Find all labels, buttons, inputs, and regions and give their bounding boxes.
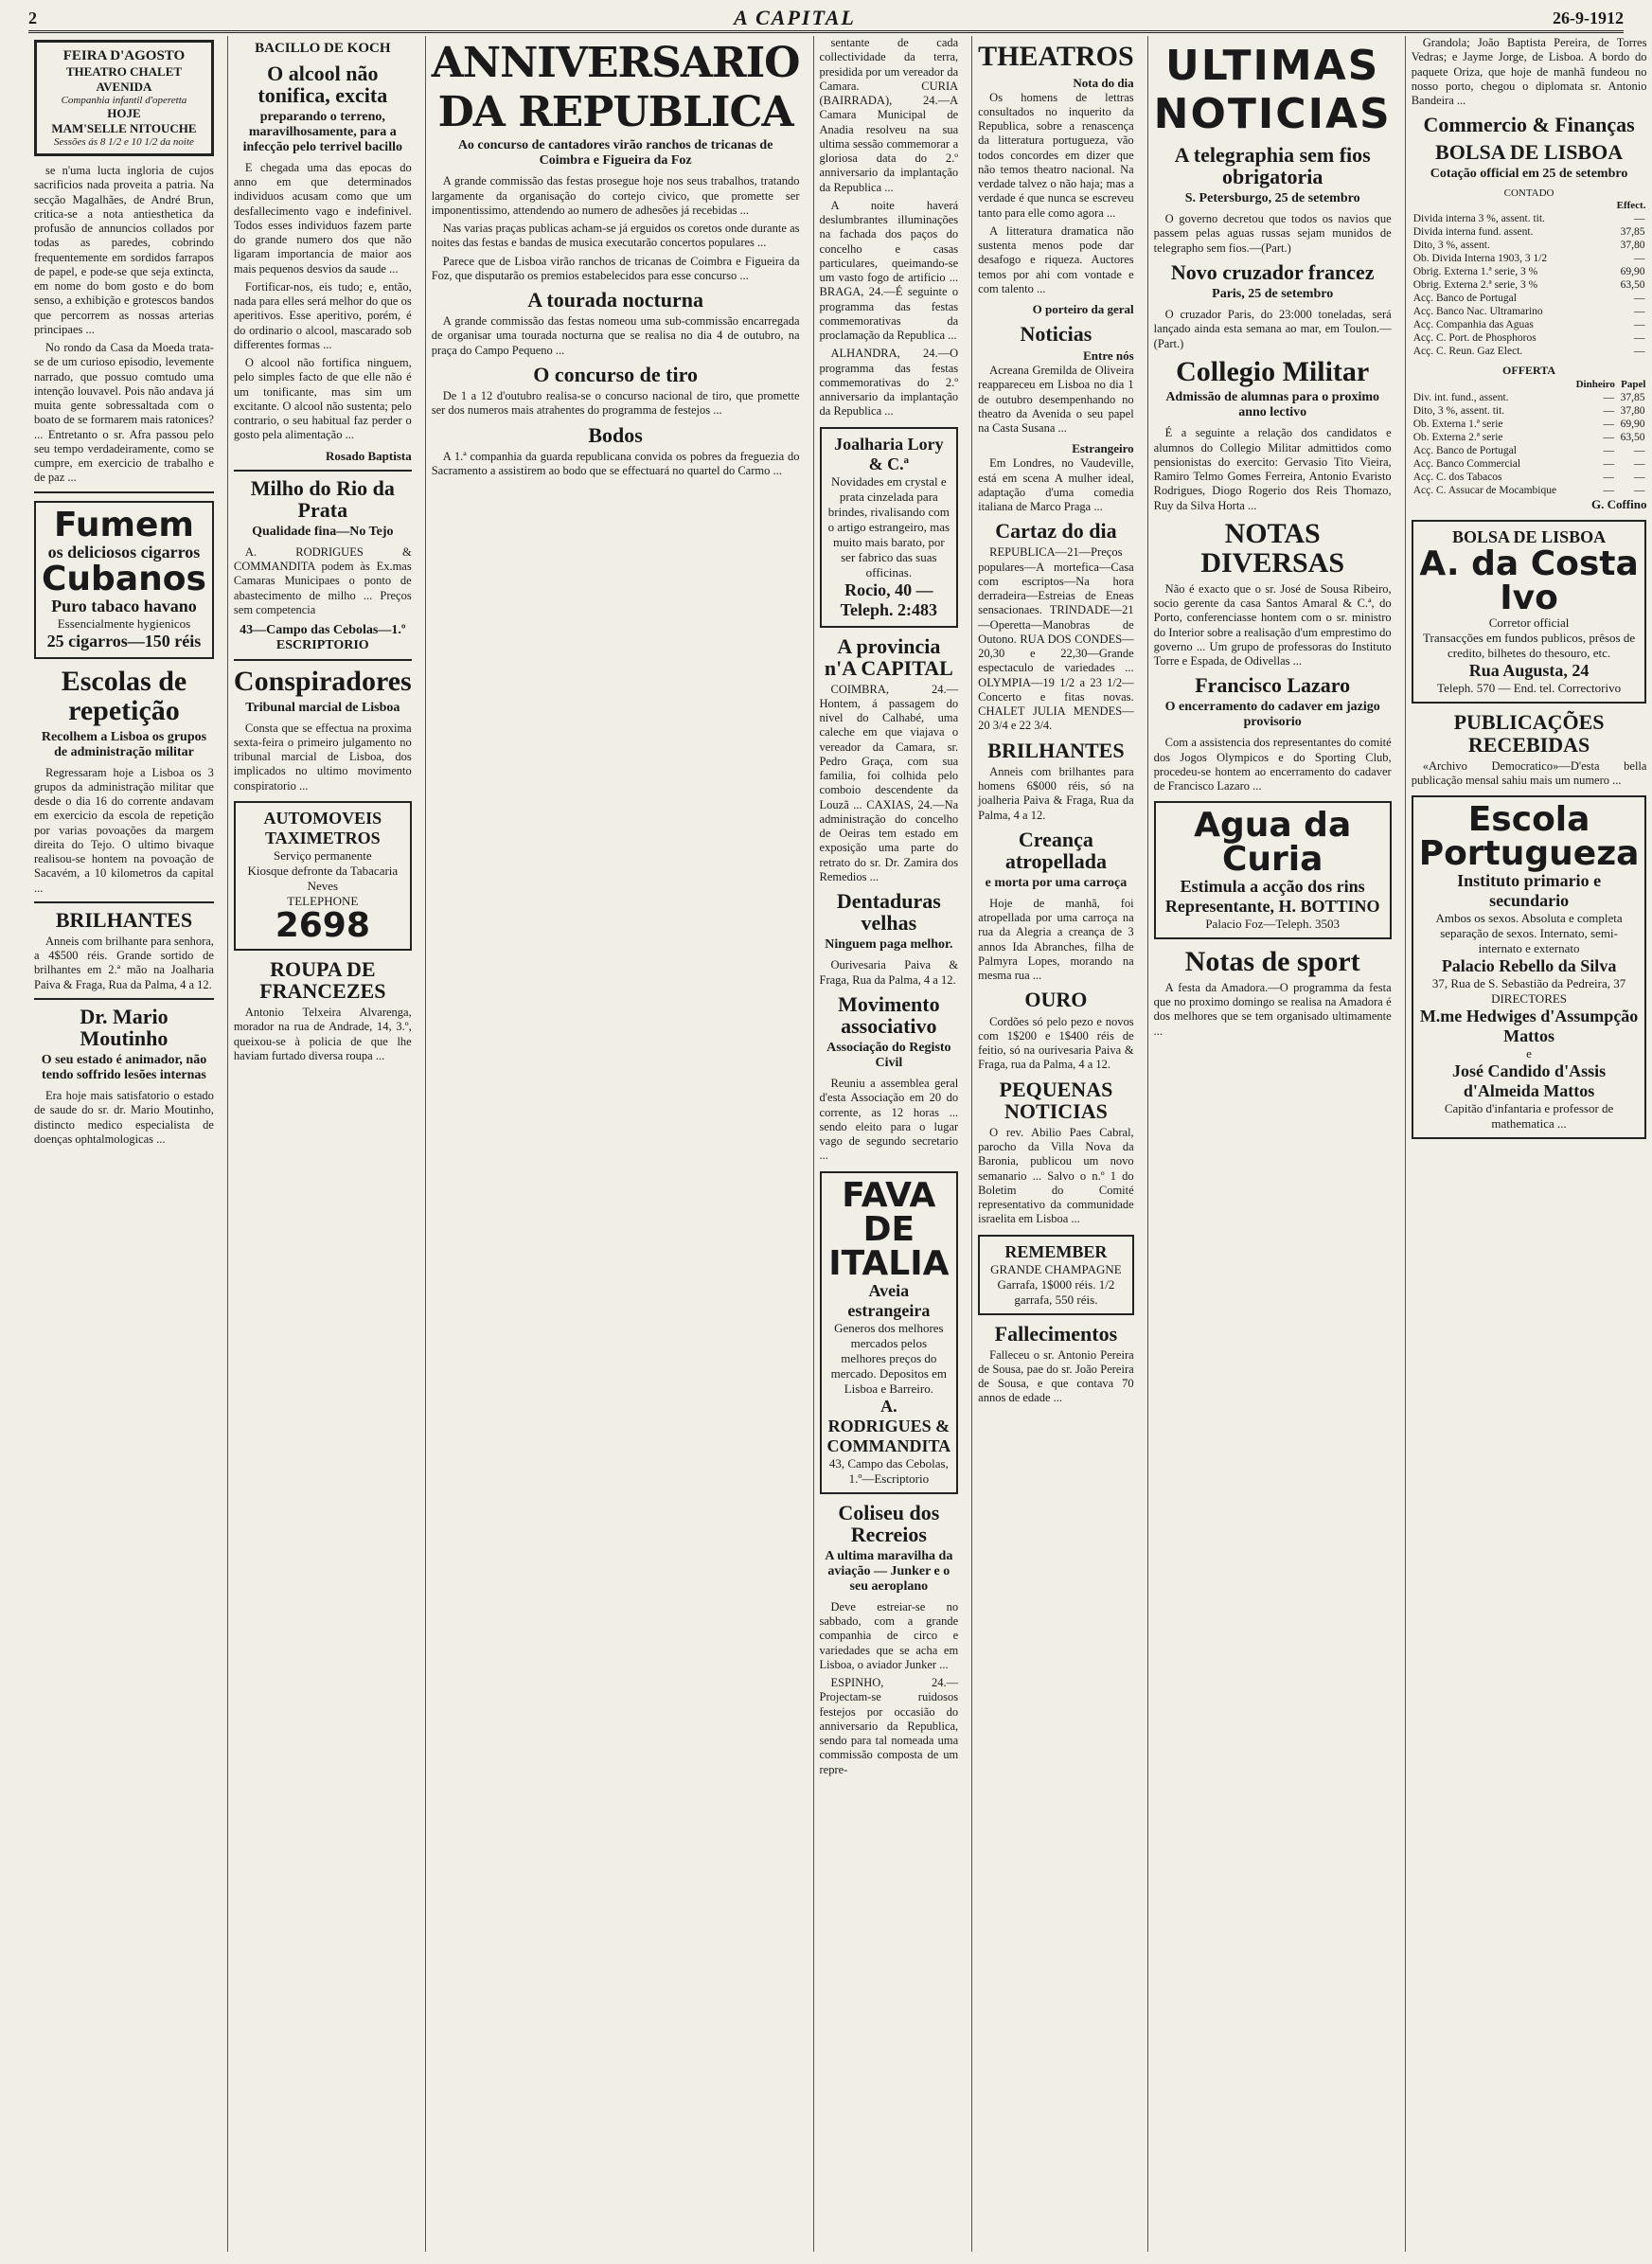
signature: G. Coffino [1590, 497, 1647, 512]
paragraph: O cruzador Paris, do 23:000 toneladas, será lançado ainda esta semana ao mar, em Toulon.—(Part.) [1153, 308, 1392, 350]
headline: A provincia n'A CAPITAL [824, 633, 953, 680]
article-text [820, 1600, 959, 1777]
headline: Cartaz do dia [995, 519, 1117, 544]
headline: Escolas de repetição [61, 665, 187, 726]
lory-address: Rocio, 40 — Teleph. 2:483 [840, 579, 938, 619]
subheadline: Estrangeiro [1072, 441, 1134, 456]
headline: Noticias [1020, 322, 1092, 346]
paragraph: «Archivo Democratico»—D'esta bella publicação mensal sahiu mais um numero ... [1411, 758, 1647, 787]
curia-representative: Representante, H. BOTTINO [1164, 897, 1380, 917]
subheadline: Associação do Registo Civil [826, 1041, 951, 1071]
stock-table [1412, 199, 1647, 358]
paragraph: Antonio Telxeira Alvarenga, morador na rua de Andrade, 14, 3.º, queixou-se à policia de que lhe haviam furtado diversa roupa ... [233, 1006, 412, 1062]
offer-dinheiro: — [1603, 392, 1614, 404]
cubanos-line: Essencialmente hygienicos [57, 615, 191, 631]
page-number: 2 [28, 8, 37, 27]
fumem-title: Fumem [54, 505, 194, 544]
table-header [1412, 378, 1647, 391]
cubanos-line: Puro tabaco havano [51, 596, 197, 615]
remember-title: REMEMBER [1004, 1241, 1108, 1261]
paragraph: Reuniu a assemblea geral d'esta Associação em 20 do corrente, as 12 horas ... sendo eleito para o lugar vago de segundo secretario ... [819, 1077, 959, 1163]
headline: BRILHANTES [987, 738, 1125, 762]
paragraph: Nas varias praças publicas acham-se já erguidos os coretos onde durante as noites das festas e bandas de musica executarão concertos populares ... [431, 222, 800, 250]
broker-address: Rua Augusta, 24 [1468, 661, 1590, 681]
curia-title: Agua da Curia [1194, 806, 1352, 880]
article-text [978, 1348, 1134, 1406]
feira-title: FEIRA D'AGOSTO [62, 48, 186, 63]
paragraph: O governo decretou que todos os navios que passem pelas aguas russas sejam munidos de telegrapho sem fios.—(Part.) [1153, 212, 1392, 255]
section-title: THEATROS [978, 41, 1134, 72]
article-text [234, 161, 412, 443]
table-row [1412, 431, 1647, 444]
article-text [1154, 212, 1392, 256]
stock-value: — [1633, 306, 1645, 318]
paragraph: ALHANDRA, 24.—O programma das festas commemorativas do 2.º anniversario da implantação da Republica ... [819, 347, 959, 419]
offer-label: OFFERTA [1502, 364, 1556, 378]
article-text [234, 545, 412, 617]
offer-dinheiro: — [1603, 445, 1614, 457]
table-row [1412, 239, 1647, 252]
offer-table-body [1412, 391, 1647, 497]
stock-value: — [1633, 293, 1645, 305]
divider [34, 491, 214, 493]
paragraph: A litteratura dramatica não sustenta menos pode dar desafogo e riqueza. Auctores temos por ahi com vontade e com talento ... [978, 223, 1134, 295]
table-row [1412, 457, 1647, 471]
escola-body: Capitão d'infantaria e professor de mathematica ... [1444, 1101, 1614, 1132]
headline: Collegio Militar [1176, 355, 1370, 387]
escola-director: M.me Hedwiges d'Assumpção Mattos [1419, 1007, 1639, 1046]
article-text [1154, 426, 1392, 513]
offer-papel: 37,80 [1620, 405, 1645, 418]
article-text [978, 897, 1134, 984]
headline: O alcool não tonifica, excita [258, 61, 388, 107]
article-text [978, 91, 1134, 297]
escola-body: Ambos os sexos. Absoluta e completa separação de sexos. Internato, semi-internato e externato [1435, 911, 1623, 956]
headline: Conspiradores [233, 666, 412, 698]
fava-title: FAVA DE ITALIA [828, 1175, 950, 1283]
escola-palacio: Palacio Rebello da Silva [1441, 956, 1617, 976]
offer-papel: 69,90 [1620, 419, 1645, 431]
headline: Creança atropellada [1004, 827, 1107, 873]
table-row [1412, 305, 1647, 318]
headline: Dentaduras velhas [836, 889, 941, 936]
stock-value: 69,90 [1620, 266, 1645, 278]
stock-name: Obrig. Externa 2.ª serie, 3 % [1412, 279, 1538, 292]
article-text [820, 1077, 959, 1164]
table-row [1412, 265, 1647, 278]
subheadline: O encerramento do cadaver em jazigo provisorio [1164, 700, 1380, 730]
column-6 [1147, 36, 1397, 2252]
article-text [978, 765, 1134, 823]
paragraph: Acreana Gremilda de Oliveira reappareceu em Lisboa no dia 1 de outubro desempenhando no theatro da Avenida o seu papel na Casta Susana ... [978, 364, 1134, 436]
article-text [1412, 759, 1647, 789]
subheadline: O seu estado é animador, não tendo soffrido lesões internas [41, 1053, 207, 1083]
broker-telephone: Teleph. 570 — End. tel. Correctorivo [1437, 681, 1622, 696]
article-text [1412, 36, 1647, 108]
offer-name: Acç. C. Assucar de Mocambique [1412, 485, 1557, 497]
stock-name: Obrig. Externa 1.ª serie, 3 % [1412, 266, 1538, 278]
headline: ANNIVERSARIO [431, 39, 800, 87]
article-text [432, 314, 800, 358]
table-row [1412, 318, 1647, 331]
table-row [1412, 418, 1647, 431]
curia-sub: Estimula a acção dos rins [1180, 877, 1365, 897]
offer-name: Acç. Banco Commercial [1412, 458, 1521, 471]
article-text [978, 1015, 1134, 1073]
stock-value: 63,50 [1620, 279, 1645, 292]
article-text [820, 683, 959, 885]
fumem-sub: os deliciosos cigarros [47, 542, 201, 562]
headline: Francisco Lazaro [1195, 673, 1351, 698]
escola-director: José Candido d'Assis d'Almeida Mattos [1452, 1061, 1607, 1101]
table-row [1412, 225, 1647, 239]
paragraph: Hoje de manhã, foi atropellada por uma carroça na rua da Alegria a creança de 3 annos Ida Abranches, filha de Palmyra Lopes, morando na mesma rua ... [978, 896, 1134, 983]
offer-papel: — [1633, 485, 1645, 497]
automoveis-title: AUTOMOVEIS TAXIMETROS [263, 808, 382, 847]
paragraph: A grande commissão das festas prosegue hoje nos seus trabalhos, tratando largamente da organisação do cortejo civico, que promette ser imponentissimo, attendendo ao numero de adhesões já recebidas ... [431, 174, 800, 217]
stock-name: Acç. Banco Nac. Ultramarino [1412, 306, 1543, 318]
offer-papel: — [1633, 445, 1645, 457]
escola-directors: DIRECTORES [1491, 991, 1568, 1007]
paragraph: ESPINHO, 24.—Projectam-se ruidosos festejos por occasião do anniversario da Republica, sendo para tal nomeada uma commissão composta de um repre- [819, 1676, 959, 1776]
offer-dinheiro: — [1603, 472, 1614, 484]
cubanos-price: 25 cigarros—150 réis [46, 631, 202, 651]
stock-value: 37,80 [1620, 240, 1645, 252]
escola-title: Escola Portugueza [1418, 800, 1640, 874]
headline: A telegraphia sem fios obrigatoria [1174, 143, 1371, 189]
address: 43—Campo das Cebolas—1.º ESCRIPTORIO [240, 623, 406, 653]
offer-dinheiro: — [1603, 432, 1614, 444]
offer-papel: 37,85 [1620, 392, 1645, 404]
table-row [1412, 391, 1647, 404]
column-4 [813, 36, 965, 2252]
paragraph: COIMBRA, 24.—Hontem, á passagem do nivel do Calhabé, uma caleche em que viajava o vereador da Camara, sr. Pedro Graça, com sua familia, foi colhida pelo comboio descendente da Louzã ... CAXIAS, 24.—Na administração do concelho de Oeiras tem estado em exposição uma parte do retrato do sr. Dr. Zamira dos Remedios ... [819, 682, 959, 883]
headline: ROUPA DE FRANCEZES [259, 956, 386, 1003]
headline: Dr. Mario Moutinho [80, 1004, 169, 1050]
offer-dinheiro: — [1603, 458, 1614, 471]
curia-address: Palacio Foz—Teleph. 3503 [1205, 917, 1341, 932]
table-row [1412, 444, 1647, 457]
offer-name: Acç. C. dos Tabacos [1412, 472, 1502, 484]
subheadline: Tribunal marcial de Lisboa [245, 700, 400, 715]
headline: Fallecimentos [994, 1321, 1118, 1346]
paragraph: É a seguinte a relação dos candidatos e alumnos do Collegio Militar admittidos como pensionistas do exercito: Gervasio Tito Vieira, Ramiro Telmo Gomes Ferreira, Antonio Evaristo Rodrigues, Diogo Rogerio dos Reis Thomazo, Ruy da Silva Horta ... [1153, 426, 1392, 512]
feira-theatre: THEATRO CHALET AVENIDA [65, 64, 183, 94]
article-text [1154, 736, 1392, 793]
lory-body: Novidades em crystal e prata cinzelada para brindes, rivalisando com o artigo estrangeiro, mas muito mais barato, por ser fabrico das suas officinas. [827, 473, 950, 579]
escola-ad [1412, 795, 1647, 1139]
offer-table [1412, 378, 1647, 497]
column-1 [28, 36, 220, 2252]
divider [234, 659, 412, 661]
stock-name: Ob. Divida Interna 1903, 3 1/2 [1412, 253, 1548, 265]
article-text [432, 174, 800, 283]
fava-body: Generos dos melhores mercados pelos melhores preços do mercado. Depositos em Lisboa e Barreiro. [830, 1320, 948, 1396]
paragraph: Anneis com brilhantes para homens 6$000 réis, só na joalheria Paiva & Fraga, Rua da Palma, 4 a 12. [978, 764, 1134, 822]
paragraph: Com a assistencia dos representantes do comité dos Jogos Olympicos e do Sporting Club, procedeu-se hontem ao encerramento do cadaver de Francisco Lazaro ... [1153, 736, 1392, 793]
subheadline: Ninguem paga melhor. [825, 937, 953, 953]
paragraph: Cordões só pelo pezo e novos com 1$200 e 1$400 réis de feitio, só na ourivesaria Paiva & Fraga, rua da Palma, 4 a 12. [978, 1014, 1134, 1072]
paragraph: Em Londres, no Vaudeville, está em scena A mulher ideal, adaptação d'uma comedia italiana de Marco Praga ... [978, 456, 1134, 514]
table-header [1412, 199, 1647, 212]
offer-dinheiro: — [1603, 485, 1614, 497]
table-row [1412, 212, 1647, 225]
offer-name: Ob. Externa 1.ª serie [1412, 419, 1503, 431]
subheadline: Recolhem a Lisboa os grupos de administração militar [41, 729, 207, 759]
offer-name: Div. int. fund., assent. [1412, 392, 1509, 404]
papel-header: Papel [1621, 379, 1646, 391]
headline: PEQUENAS NOTICIAS [999, 1077, 1113, 1123]
subheadline: Ao concurso de cantadores virão ranchos de tricanas de Coimbra e Figueira da Foz [457, 138, 773, 169]
headline: Commercio & Finanças [1423, 113, 1635, 137]
paragraph: O rev. Abilio Paes Cabral, parocho da Villa Nova da Baronia, publicou um novo semanario ... Salvo o n.º 1 do Boletim do Comité representativo da communidade israelita em Lisboa ... [978, 1125, 1134, 1226]
fava-address: 43, Campo das Cebolas, 1.º—Escriptorio [828, 1455, 949, 1486]
stock-value: — [1633, 253, 1645, 265]
remember-ad [978, 1235, 1134, 1315]
stock-value: — [1633, 319, 1645, 331]
feira-today: HOJE [107, 106, 141, 120]
paragraph: A festa da Amadora.—O programma da festa que no proximo domingo se realisa na Amadora é dos melhores que se tem organisado ultimamente ... [1153, 980, 1392, 1038]
paragraph: Regressaram hoje a Lisboa os 3 grupos da administração militar que desde o dia 16 do corrente andavam em exercicio da escola de repetição por varias povoações da margem direita do Tejo. O ultimo bivaque realisou-se hontem na povoação de Sacavém, a 10 kilometros da capital ... [34, 765, 214, 895]
offer-papel: 63,50 [1620, 432, 1645, 444]
headline: Novo cruzador francez [1170, 259, 1375, 284]
curia-ad [1154, 801, 1392, 939]
paragraph: A grande commissão das festas nomeou uma sub-commissão encarregada de organisar uma tourada nocturna que se realisa no dia 4 de outubro, na praça do Campo Pequeno ... [431, 314, 800, 357]
stock-name: Acç. C. Port. de Phosphoros [1412, 332, 1537, 345]
article-text [978, 545, 1134, 733]
paragraph: Consta que se effectua na proxima sexta-feira o primeiro julgamento no tribunal marcial de Lisboa, dos implicados no ultimo movimento conspiratorio ... [233, 721, 412, 793]
headline: OURO [1024, 988, 1088, 1012]
column-5 [971, 36, 1140, 2252]
stock-name: Acç. Banco de Portugal [1412, 293, 1517, 305]
headline: PUBLICAÇÕES RECEBIDAS [1453, 710, 1605, 757]
paragraph: REPUBLICA—21—Preços populares—A mortefica—Casa com escriptos—Na hora derradeira—Estreias de Eneas sensacionaes. TRINDADE—21—Operetta—Manobras de Outono. RUA DOS CONDES—20,30 e 22,30—Grande espectaculo de variedades ... OLYMPIA—19 1/2 a 23 1/2—Concerto e fitas novas. CHALET JULIA MENDES—20 3/4 e 22 3/4. [978, 545, 1134, 733]
lory-title: Joalharia Lory & C.ª [834, 434, 944, 473]
paragraph: Deve estreiar-se no sabbado, com a grande companhia de circo e variedades que se acha em Lisboa, o aviador Junker ... [819, 1599, 959, 1671]
subheadline: preparando o terreno, maravilhosamente, para a infecção pelo terrivel bacillo [242, 109, 402, 154]
paragraph: A noite haverá deslumbrantes illuminações na fachada dos paços do concelho e casas particulares, queimando-se um vasto fogo de artificio ... BRAGA, 24.—É seguinte o programma das festas commemorativas da proclamação da Republica ... [819, 198, 959, 342]
paragraph: sentante de cada collectividade da terra, presidida por um vereador da Camara. CURIA (BAIRRADA), 24.—A Camara Municipal de Anadia resolveu na sua ultima sessão commemorar a gloriosa data do 2.º anniversario da implantação da Republica ... [819, 36, 959, 194]
cubanos-title: Cubanos [42, 559, 206, 598]
article-text [820, 958, 959, 988]
article-text [978, 1126, 1134, 1227]
stock-name: Acç. C. Reun. Gaz Elect. [1412, 346, 1523, 358]
headline: Coliseu dos Recreios [838, 1500, 940, 1546]
costa-ivo-ad [1412, 520, 1647, 704]
article-text [978, 456, 1134, 514]
headline: Milho do Rio da Prata [250, 475, 395, 522]
headline: O concurso de tiro [533, 362, 698, 386]
stock-table-body [1412, 212, 1647, 358]
offer-papel: — [1633, 458, 1645, 471]
article-text [432, 450, 800, 479]
telephone-label: TELEPHONE [287, 893, 359, 908]
table-row [1412, 404, 1647, 418]
dinheiro-header: Dinheiro [1575, 379, 1615, 391]
dateline: S. Petersburgo, 25 de setembro [1184, 191, 1360, 206]
feira-times: Sessões ás 8 1/2 e 10 1/2 da noite [54, 136, 194, 148]
remember-price: Garrafa, 1$000 réis. 1/2 garrafa, 550 réis. [997, 1276, 1115, 1307]
byline: Nota do dia [1073, 75, 1134, 90]
lory-ad [820, 427, 959, 628]
contado-label: CONTADO [1503, 187, 1554, 200]
paragraph: Era hoje mais satisfatorio o estado de saude do sr. dr. Mario Moutinho, distincto medico especialista de doenças ophtalmologicas ... [34, 1089, 214, 1146]
subheadline: e morta por uma carroça [985, 875, 1128, 890]
stock-name: Dito, 3 %, assent. [1412, 240, 1490, 252]
stock-value: — [1633, 332, 1645, 345]
signature: O porteiro da geral [1032, 302, 1134, 316]
paragraph: A 1.ª companhia da guarda republicana convida os pobres da freguezia do Sacramento a assistirem ao bodo que se effectuará no quartel do Carmo ... [431, 449, 800, 477]
fava-name: A. RODRIGUES & COMMANDITA [826, 1396, 951, 1455]
article-text [978, 364, 1134, 436]
article-text [234, 1006, 412, 1063]
article-text [34, 164, 214, 486]
headline: A tourada nocturna [527, 288, 704, 312]
headline: DA REPUBLICA [437, 88, 793, 137]
broker-name: A. da Costa Ivo [1419, 544, 1639, 618]
feira-ad [34, 40, 214, 156]
broker-services: Transacções em fundos publicos, prêsos de credito, bilhetes do thesouro, etc. [1423, 631, 1636, 661]
escola-address: 37, Rua de S. Sebastião da Pedreira, 37 [1431, 976, 1626, 991]
offer-name: Acç. Banco de Portugal [1412, 445, 1517, 457]
remember-sub: GRANDE CHAMPAGNE [990, 1261, 1122, 1276]
paragraph: No rondo da Casa da Moeda trata-se de um curioso episodio, levemente narrado, que possuo comtudo uma intenção louvavel. Pois não andava já muita gente sobressaltada com o boato de se formarem mais ratonices? ... Entretanto o sr. Afra passou pelo seu tempo verdadeiramente, como se cumpre, em exercicio de trabalho e de paz ... [34, 341, 214, 485]
subheadline: Qualidade fina—No Tejo [252, 524, 394, 539]
headline: Bodos [588, 422, 643, 447]
article-text [34, 766, 214, 896]
newspaper-title: A CAPITAL [734, 6, 856, 29]
offer-name: Dito, 3 %, assent. tit. [1412, 405, 1505, 418]
article-text [34, 1089, 214, 1147]
stock-value: — [1633, 346, 1645, 358]
table-row [1412, 278, 1647, 292]
fava-sub: Aveia estrangeira [847, 1280, 931, 1320]
effect-header: Effect. [1616, 200, 1646, 212]
subheadline: Cotação official em 25 de setembro [1430, 167, 1628, 182]
stock-name: Divida interna 3 %, assent. tit. [1412, 213, 1545, 225]
fava-ad [820, 1171, 959, 1494]
automoveis-ad [234, 801, 412, 951]
cubanos-ad [34, 501, 214, 659]
paragraph: Grandola; João Baptista Pereira, de Torres Vedras; e Jayme Jorge, de Lisboa. A bordo do paquete Oriza, que hoje de manhã fundeou no nosso porto, chegou o diplomata sr. Antonio Bandeira ... [1411, 36, 1647, 107]
feira-play: MAM'SELLE NITOUCHE [51, 121, 197, 135]
headline: Movimento associativo [838, 991, 940, 1038]
column-3 [425, 36, 806, 2252]
broker-role: Corretor official [1488, 615, 1570, 631]
stock-name: Acç. Companhia das Aguas [1412, 319, 1534, 331]
automoveis-line: Kiosque defronte da Tabacaria Neves [247, 863, 399, 893]
stock-value: 37,85 [1620, 226, 1645, 239]
paragraph: Os homens de lettras consultados no inquerito da Republica, sobre a renascença da litteratura portugueza, vão todos concordes em dizer que não temos theatro nacional. Na verdade talvez o não haja; mas a verdade é que nunca se escreveu tanto para elle como agora ... [978, 90, 1134, 220]
paragraph: Anneis com brilhante para senhora, a 4$500 réis. Grande sortido de brilhantes em 2.ª mão na Joalharia Paiva & Fraga, Rua da Palma, 4 a 12. [34, 934, 214, 991]
paragraph: A. RODRIGUES & COMMANDITA podem às Ex.mas Camaras Municipaes o ponto de abastecimento de milho ... Preços sem competencia [233, 544, 412, 616]
table-row [1412, 292, 1647, 305]
masthead [28, 6, 1624, 33]
offer-dinheiro: — [1603, 419, 1614, 431]
escola-sub: Instituto primario e secundario [1457, 871, 1602, 911]
headline: BOLSA DE LISBOA [1435, 140, 1624, 165]
bolsa-title: BOLSA DE LISBOA [1452, 527, 1607, 547]
offer-papel: — [1633, 472, 1645, 484]
article-text [234, 722, 412, 793]
paragraph: Falleceu o sr. Antonio Pereira de Sousa, pae do sr. João Pereira de Sousa, e que contava 70 annos de edade ... [978, 1347, 1134, 1405]
article-text [34, 935, 214, 992]
subheadline: Entre nós [1083, 348, 1134, 364]
divider [34, 998, 214, 1000]
table-row [1412, 252, 1647, 265]
divider [234, 470, 412, 472]
headline: Notas de sport [1184, 946, 1360, 978]
column-7 [1405, 36, 1652, 2252]
table-row [1412, 345, 1647, 358]
escola-and: e [1526, 1046, 1532, 1061]
stock-value: — [1633, 213, 1645, 225]
article-text [1154, 582, 1392, 669]
issue-date: 26-9-1912 [1553, 8, 1624, 27]
paragraph: Ourivesaria Paiva & Fraga, Rua da Palma, 4 a 12. [819, 958, 959, 987]
article-text [1154, 308, 1392, 351]
paragraph: O alcool não fortifica ninguem, pelo simples facto de que elle não é um tonificante, mas sim um excitante. O alcool não sustenta; pelo contrario, o seu habitual faz perder o gosto pela alimentação ... [233, 356, 412, 442]
columns [28, 36, 1647, 2252]
dateline: Paris, 25 de setembro [1212, 287, 1334, 302]
article-text [820, 36, 959, 419]
feira-company: Companhia infantil d'operetta [61, 95, 187, 106]
paragraph: se n'uma lucta ingloria de cujos sacrificios nada proveita a patria. Na secção Magalhães, de André Brun, critica-se a nota antiesthetica da profusão de annuncios collados por todas as paredes, cobrindo frequentemente em sordidos farrapos de papel, e pode-se que seja extincta, em nome do bom gosto e do bom senso, a exhibição e grotescos bandos que percorrem as nossas arterias principaes ... [34, 164, 214, 336]
headline: BRILHANTES [55, 907, 193, 932]
section-title: BACILLO DE KOCH [255, 41, 391, 56]
headline: NOTAS DIVERSAS [1200, 517, 1345, 579]
table-row [1412, 471, 1647, 484]
subheadline: A ultima maravilha da aviação — Junker e o seu aeroplano [825, 1548, 953, 1594]
stock-name: Divida interna fund. assent. [1412, 226, 1534, 239]
paragraph: De 1 a 12 d'outubro realisa-se o concurso nacional de tiro, que promette ser dos numeros mais atrahentes do programma de festejos ... [431, 389, 800, 418]
automoveis-sub: Serviço permanente [274, 847, 372, 863]
paragraph: Fortificar-nos, eis tudo; e, então, nada para elles será melhor do que os aperitivos. Esse aperitivo, porém, é do ordinario o alcool, mascarado sob differentes formas ... [233, 279, 412, 351]
subheadline: Admissão de alumnas para o proximo anno lectivo [1165, 390, 1380, 420]
table-row [1412, 484, 1647, 497]
divider [34, 901, 214, 903]
offer-name: Ob. Externa 2.ª serie [1412, 432, 1503, 444]
column-2 [227, 36, 417, 2252]
paragraph: Não é exacto que o sr. José de Sousa Ribeiro, socio gerente da casa Santos Amaral & C.ª, do Porto, conferenciasse hontem com o sr. ministro do Interior sobre a realisação d'um emprestimo do governo ... Um grupo de professoras do Instituto Torre e Espada, de Odivellas ... [1153, 581, 1392, 669]
signature: Rosado Baptista [326, 448, 412, 463]
offer-dinheiro: — [1603, 405, 1614, 418]
ultimas-noticias-banner: ULTIMAS NOTICIAS [1153, 42, 1392, 138]
article-text [1154, 981, 1392, 1039]
paragraph: Parece que de Lisboa virão ranchos de tricanas de Coimbra e Figueira da Foz, que disputarão os premios estabelecidos para esse concurso ... [431, 254, 800, 282]
paragraph: E chegada uma das epocas do anno em que determinados individuos acusam como que um desfallecimento vago e indefinivel. Todos esses individuos fazem parte do grande numero dos que não ligaram importancia de maior aos mais pequenos desvios da saude ... [233, 160, 412, 276]
telephone-number: 2698 [275, 905, 370, 945]
article-text [432, 389, 800, 419]
table-row [1412, 331, 1647, 345]
